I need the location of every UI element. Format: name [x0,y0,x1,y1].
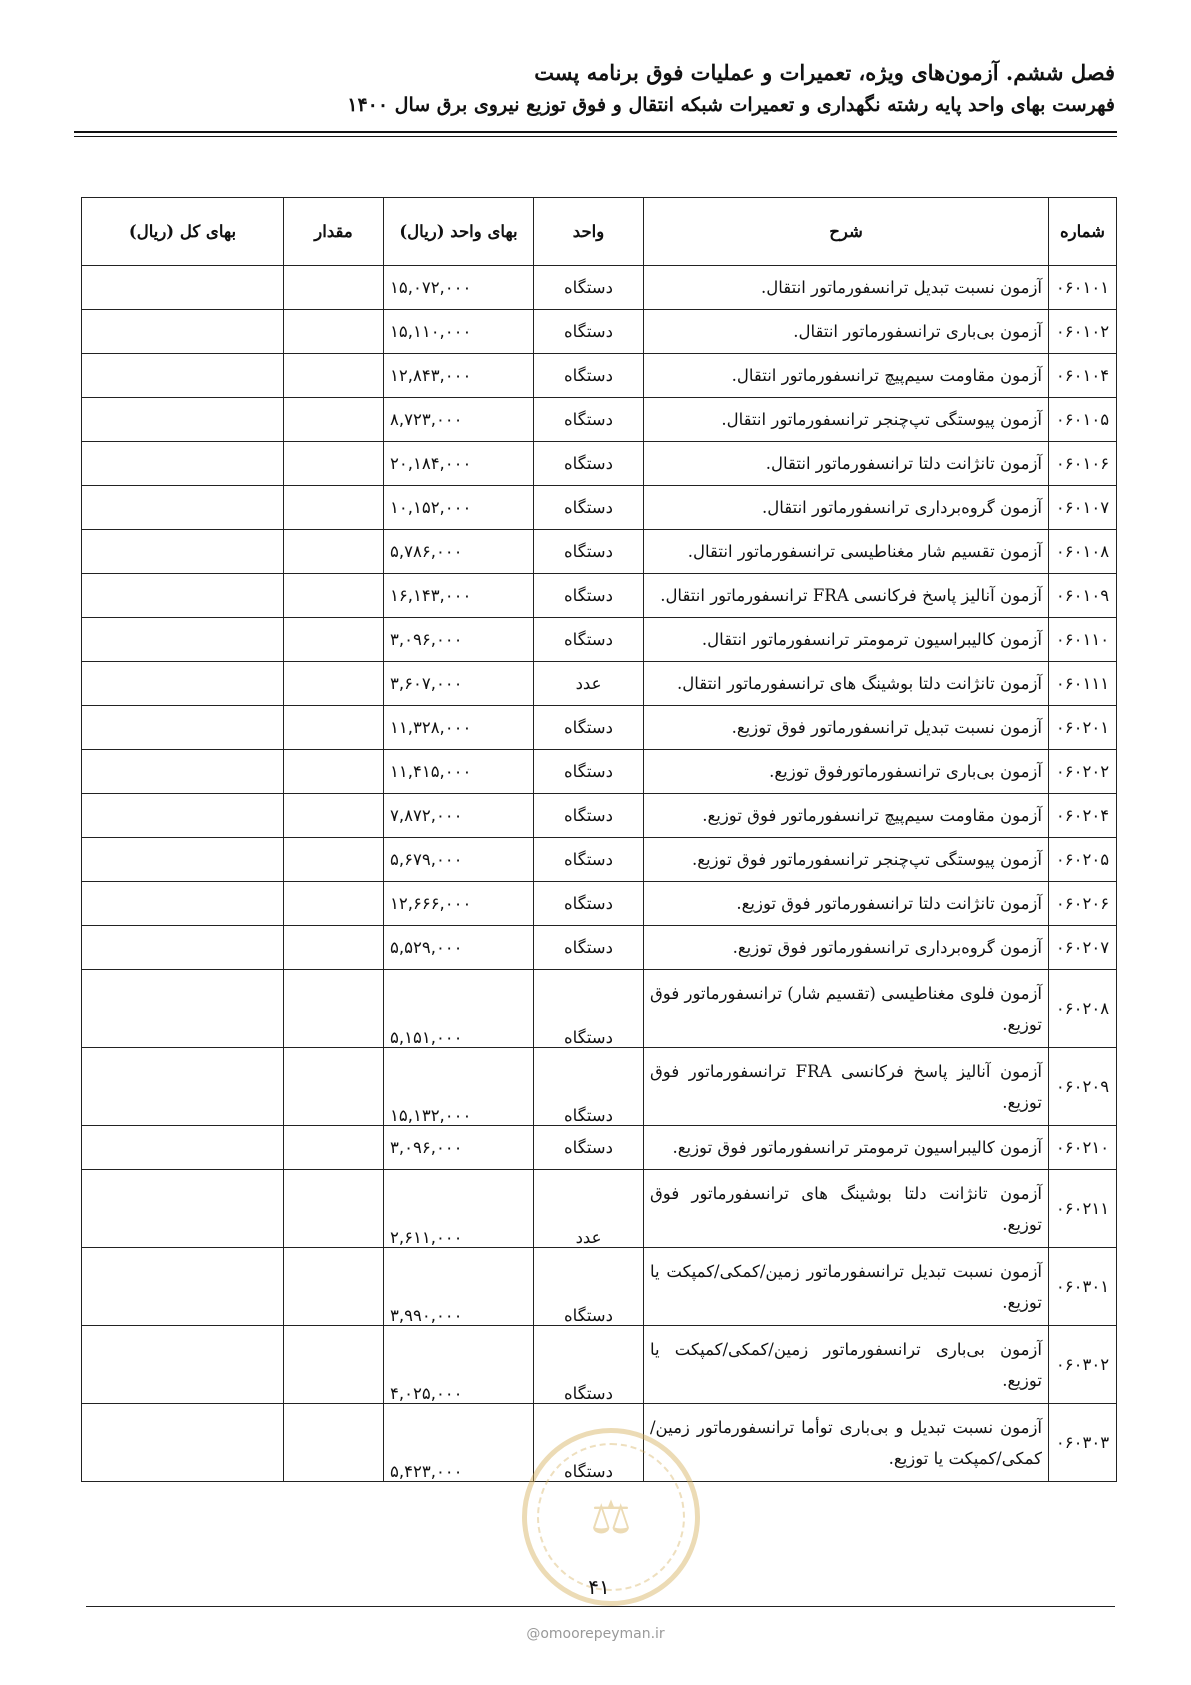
row-unit: دستگاه [534,1326,644,1404]
row-total-price [82,398,284,442]
row-total-price [82,1404,284,1482]
row-unit: دستگاه [534,486,644,530]
footer-website: @omoorepeyman.ir [526,1626,665,1642]
row-description: آزمون مقاومت سیم‌پیچ ترانسفورماتور فوق توزیع. [644,794,1049,838]
row-unit-price: ۴,۰۲۵,۰۰۰ [384,1326,534,1404]
row-quantity [284,1248,384,1326]
row-unit-price: ۷,۸۷۲,۰۰۰ [384,794,534,838]
row-unit-price: ۵,۶۷۹,۰۰۰ [384,838,534,882]
row-description: آزمون آنالیز پاسخ فرکانسی FRA ترانسفورماتور انتقال. [644,574,1049,618]
table-row [82,1048,1117,1126]
row-unit-price: ۳,۹۹۰,۰۰۰ [384,1248,534,1326]
row-total-price [82,970,284,1048]
row-total-price [82,1170,284,1248]
table-row [82,618,1117,662]
row-code: ۰۶۰۱۰۸ [1049,530,1117,574]
table-row [82,486,1117,530]
row-code: ۰۶۰۲۰۱ [1049,706,1117,750]
row-unit: عدد [534,1170,644,1248]
table-row [82,1248,1117,1326]
table-row [82,1170,1117,1248]
row-unit-price: ۵,۱۵۱,۰۰۰ [384,970,534,1048]
row-description: آزمون تانژانت دلتا ترانسفورماتور انتقال. [644,442,1049,486]
row-unit-price: ۱۵,۱۳۲,۰۰۰ [384,1048,534,1126]
table-row [82,354,1117,398]
row-unit-price: ۱۵,۱۱۰,۰۰۰ [384,310,534,354]
table-row [82,838,1117,882]
row-unit-price: ۱۵,۰۷۲,۰۰۰ [384,266,534,310]
row-code: ۰۶۰۳۰۳ [1049,1404,1117,1482]
row-unit: دستگاه [534,442,644,486]
row-code: ۰۶۰۱۱۰ [1049,618,1117,662]
row-total-price [82,662,284,706]
row-description: آزمون تانژانت دلتا بوشینگ های ترانسفورماتور فوق توزیع. [644,1170,1049,1248]
row-quantity [284,838,384,882]
page-number: ۴۱ [588,1575,610,1599]
row-code: ۰۶۰۱۰۵ [1049,398,1117,442]
row-total-price [82,706,284,750]
row-quantity [284,310,384,354]
row-description: آزمون تانژانت دلتا ترانسفورماتور فوق توزیع. [644,882,1049,926]
row-code: ۰۶۰۲۰۲ [1049,750,1117,794]
row-total-price [82,310,284,354]
table-row [82,398,1117,442]
row-code: ۰۶۰۲۰۸ [1049,970,1117,1048]
header-rule [74,131,1117,133]
row-unit-price: ۵,۴۲۳,۰۰۰ [384,1404,534,1482]
row-quantity [284,970,384,1048]
table-row [82,310,1117,354]
row-description: آزمون پیوستگی تپ‌چنجر ترانسفورماتور انتقال. [644,398,1049,442]
row-quantity [284,750,384,794]
row-code: ۰۶۰۱۱۱ [1049,662,1117,706]
row-unit-price: ۲۰,۱۸۴,۰۰۰ [384,442,534,486]
row-code: ۰۶۰۱۰۴ [1049,354,1117,398]
row-unit: دستگاه [534,706,644,750]
document-subtitle: فهرست بهای واحد پایه رشته نگهداری و تعمیرات شبکه انتقال و فوق توزیع نیروی برق سال ۱۴۰۰ [347,94,1115,116]
row-code: ۰۶۰۲۰۶ [1049,882,1117,926]
row-unit: دستگاه [534,618,644,662]
header-total-price: بهای کل (ریال) [82,198,284,266]
table-row [82,266,1117,310]
row-total-price [82,794,284,838]
row-total-price [82,838,284,882]
row-unit-price: ۳,۶۰۷,۰۰۰ [384,662,534,706]
row-description: آزمون کالیبراسیون ترمومتر ترانسفورماتور فوق توزیع. [644,1126,1049,1170]
row-code: ۰۶۰۱۰۱ [1049,266,1117,310]
row-quantity [284,1170,384,1248]
table-row [82,970,1117,1048]
table-row [82,530,1117,574]
row-quantity [284,486,384,530]
row-code: ۰۶۰۲۱۰ [1049,1126,1117,1170]
row-total-price [82,266,284,310]
row-unit-price: ۱۲,۶۶۶,۰۰۰ [384,882,534,926]
row-code: ۰۶۰۱۰۲ [1049,310,1117,354]
header-quantity: مقدار [284,198,384,266]
row-description: آزمون بی‌باری ترانسفورماتور انتقال. [644,310,1049,354]
row-code: ۰۶۰۲۰۴ [1049,794,1117,838]
header-unit: واحد [534,198,644,266]
row-total-price [82,1126,284,1170]
price-table [81,197,1117,1482]
row-quantity [284,574,384,618]
scale-icon: ⚖ [590,1490,632,1544]
row-quantity [284,354,384,398]
row-code: ۰۶۰۱۰۷ [1049,486,1117,530]
row-unit: دستگاه [534,794,644,838]
row-unit: دستگاه [534,574,644,618]
row-unit: دستگاه [534,354,644,398]
row-total-price [82,354,284,398]
row-total-price [82,882,284,926]
table-row [82,706,1117,750]
row-total-price [82,1048,284,1126]
table-row [82,1326,1117,1404]
row-description: آزمون گروه‌برداری ترانسفورماتور فوق توزیع. [644,926,1049,970]
row-code: ۰۶۰۳۰۲ [1049,1326,1117,1404]
row-total-price [82,442,284,486]
row-unit-price: ۱۲,۸۴۳,۰۰۰ [384,354,534,398]
table-row [82,882,1117,926]
row-code: ۰۶۰۱۰۹ [1049,574,1117,618]
row-unit: دستگاه [534,750,644,794]
row-quantity [284,662,384,706]
footer-rule [86,1606,1115,1607]
table-header-row [82,198,1117,266]
row-unit: دستگاه [534,1048,644,1126]
chapter-title: فصل ششم. آزمون‌های ویژه، تعمیرات و عملیات فوق برنامه پست [534,60,1115,85]
row-description: آزمون نسبت تبدیل و بی‌باری توأما ترانسفورماتور زمین/کمکی/کمپکت یا توزیع. [644,1404,1049,1482]
row-description: آزمون پیوستگی تپ‌چنجر ترانسفورماتور فوق توزیع. [644,838,1049,882]
row-unit-price: ۲,۶۱۱,۰۰۰ [384,1170,534,1248]
row-code: ۰۶۰۲۰۹ [1049,1048,1117,1126]
row-description: آزمون فلوی مغناطیسی (تقسیم شار) ترانسفورماتور فوق توزیع. [644,970,1049,1048]
row-unit: دستگاه [534,530,644,574]
row-description: آزمون بی‌باری ترانسفورماتور زمین/کمکی/کمپکت یا توزیع. [644,1326,1049,1404]
row-code: ۰۶۰۲۰۷ [1049,926,1117,970]
table-row [82,750,1117,794]
row-description: آزمون کالیبراسیون ترمومتر ترانسفورماتور انتقال. [644,618,1049,662]
row-code: ۰۶۰۲۱۱ [1049,1170,1117,1248]
table-row [82,662,1117,706]
row-quantity [284,882,384,926]
row-code: ۰۶۰۳۰۱ [1049,1248,1117,1326]
row-unit-price: ۱۱,۴۱۵,۰۰۰ [384,750,534,794]
row-unit-price: ۵,۵۲۹,۰۰۰ [384,926,534,970]
row-quantity [284,926,384,970]
row-description: آزمون گروه‌برداری ترانسفورماتور انتقال. [644,486,1049,530]
row-quantity [284,1326,384,1404]
row-description: آزمون بی‌باری ترانسفورماتورفوق توزیع. [644,750,1049,794]
row-quantity [284,266,384,310]
row-unit-price: ۵,۷۸۶,۰۰۰ [384,530,534,574]
row-quantity [284,1048,384,1126]
header-code: شماره [1049,198,1117,266]
table-row [82,574,1117,618]
table-row [82,794,1117,838]
header-description: شرح [644,198,1049,266]
row-total-price [82,574,284,618]
table-row [82,926,1117,970]
header-unit-price: بهای واحد (ریال) [384,198,534,266]
row-unit: دستگاه [534,398,644,442]
page-header [76,58,1115,122]
row-total-price [82,1326,284,1404]
row-unit-price: ۳,۰۹۶,۰۰۰ [384,1126,534,1170]
row-quantity [284,794,384,838]
row-total-price [82,486,284,530]
row-code: ۰۶۰۱۰۶ [1049,442,1117,486]
row-unit-price: ۱۱,۳۲۸,۰۰۰ [384,706,534,750]
row-unit: دستگاه [534,1248,644,1326]
row-unit-price: ۳,۰۹۶,۰۰۰ [384,618,534,662]
row-quantity [284,530,384,574]
row-unit-price: ۱۰,۱۵۲,۰۰۰ [384,486,534,530]
row-description: آزمون نسبت تبدیل ترانسفورماتور انتقال. [644,266,1049,310]
row-unit: دستگاه [534,310,644,354]
row-description: آزمون آنالیز پاسخ فرکانسی FRA ترانسفورماتور فوق توزیع. [644,1048,1049,1126]
row-description: آزمون نسبت تبدیل ترانسفورماتور زمین/کمکی/کمپکت یا توزیع. [644,1248,1049,1326]
row-total-price [82,1248,284,1326]
row-description: آزمون نسبت تبدیل ترانسفورماتور فوق توزیع. [644,706,1049,750]
row-description: آزمون مقاومت سیم‌پیچ ترانسفورماتور انتقال. [644,354,1049,398]
row-total-price [82,618,284,662]
row-unit: دستگاه [534,882,644,926]
header-rule-thin [74,136,1117,137]
row-quantity [284,618,384,662]
row-code: ۰۶۰۲۰۵ [1049,838,1117,882]
row-quantity [284,1404,384,1482]
row-unit: دستگاه [534,838,644,882]
table-row [82,442,1117,486]
row-total-price [82,530,284,574]
row-description: آزمون تقسیم شار مغناطیسی ترانسفورماتور انتقال. [644,530,1049,574]
row-unit: دستگاه [534,266,644,310]
row-quantity [284,1126,384,1170]
row-unit-price: ۸,۷۲۳,۰۰۰ [384,398,534,442]
row-total-price [82,926,284,970]
row-unit-price: ۱۶,۱۴۳,۰۰۰ [384,574,534,618]
row-description: آزمون تانژانت دلتا بوشینگ های ترانسفورماتور انتقال. [644,662,1049,706]
row-quantity [284,706,384,750]
row-unit: دستگاه [534,970,644,1048]
row-quantity [284,442,384,486]
row-unit: دستگاه [534,926,644,970]
row-quantity [284,398,384,442]
row-unit: عدد [534,662,644,706]
row-total-price [82,750,284,794]
row-unit: دستگاه [534,1126,644,1170]
table-row [82,1126,1117,1170]
row-unit: دستگاه [534,1404,644,1482]
